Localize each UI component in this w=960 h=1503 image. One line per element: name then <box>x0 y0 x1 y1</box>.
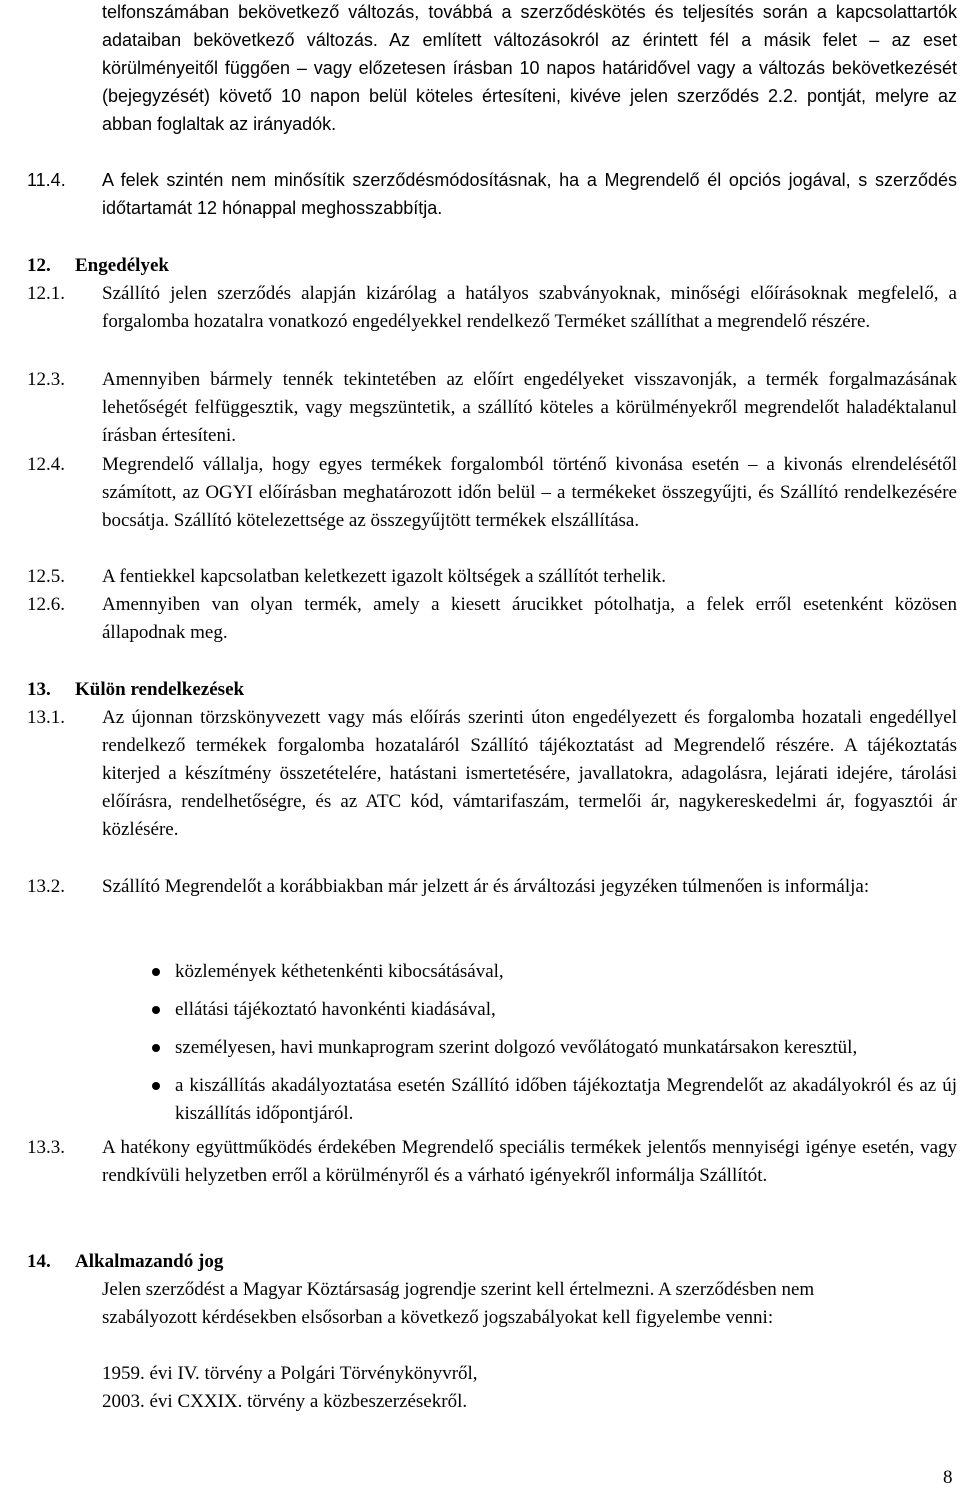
clause-12-1 <box>27 280 957 336</box>
clause-11-4 <box>27 166 957 222</box>
section-number: 12. <box>27 255 51 276</box>
page-number: 8 <box>943 1467 953 1488</box>
section-14-heading <box>27 1248 223 1276</box>
clause-number: 13.2. <box>27 876 65 897</box>
clause-number: 13.3. <box>27 1137 65 1158</box>
clause-13-2 <box>27 873 957 901</box>
clause-text: Megrendelő vállalja, hogy egyes termékek forgalomból történő kivonása esetén – a kivonás elrendelésétől számított, az OGYI előírásban meghatározott időn belül – a termékeket összegyűjti, és Szállító rendelkezésére bocsátja. Szállító kötelezettsége az összegyűjtött termékek elszállítása. <box>102 454 957 531</box>
clause-number: 12.1. <box>27 283 65 304</box>
clause-13-1 <box>27 704 957 844</box>
section-number: 13. <box>27 679 51 700</box>
clause-13-3 <box>27 1134 957 1190</box>
clause-text: A hatékony együttműködés érdekében Megrendelő speciális termékek jelentős mennyiségi igénye esetén, vagy rendkívüli helyzetben erről a körülményről és a várható igényekről informálja Szállítót. <box>102 1137 957 1186</box>
clause-text: Amennyiben van olyan termék, amely a kiesett árucikket pótolhatja, a felek erről esetenként közösen állapodnak meg. <box>102 594 957 643</box>
clause-number: 12.4. <box>27 454 65 475</box>
section-title: Külön rendelkezések <box>75 679 245 700</box>
clause-12-5 <box>27 563 957 591</box>
clause-12-3 <box>27 366 957 450</box>
clause-number: 13.1. <box>27 707 65 728</box>
list-item: a kiszállítás akadályoztatása esetén Szállító időben tájékoztatja Megrendelőt az akadályokról és az új kiszállítás időpontjáról. <box>102 1072 957 1128</box>
section-12-heading <box>27 252 169 280</box>
clause-number: 12.5. <box>27 566 65 587</box>
clause-number: 12.6. <box>27 594 65 615</box>
clause-12-6 <box>27 591 957 647</box>
law-item-2: 2003. évi CXXIX. törvény a közbeszerzésekről. <box>102 1391 468 1412</box>
intro-paragraph: telfonszámában bekövetkező változás, továbbá a szerződéskötés és teljesítés során a kapcsolattartók adataiban bekövetkező változás. Az említett változásokról az érintett fél a másik felet – az eset körülményeitől függően – vagy előzetesen írásban 10 napos határidővel vagy a változás bekövetkezését (bejegyzését) követő 10 napon belül köteles értesíteni, kivéve jelen szerződés 2.2. pontját, melyre az abban foglaltak az irányadók. <box>102 2 957 134</box>
bullet-icon <box>152 1082 160 1090</box>
list-item: személyesen, havi munkaprogram szerint dolgozó vevőlátogató munkatársakon keresztül, <box>102 1034 957 1062</box>
section-13-heading <box>27 676 244 704</box>
bullet-icon <box>152 1044 160 1052</box>
clause-number: 12.3. <box>27 369 65 390</box>
clause-text: A fentiekkel kapcsolatban keletkezett igazolt költségek a szállítót terhelik. <box>102 566 666 587</box>
section-title: Alkalmazandó jog <box>75 1251 224 1272</box>
clause-text: Szállító jelen szerződés alapján kizárólag a hatályos szabványoknak, minőségi előírásoknak megfelelő, a forgalomba hozatalra vonatkozó engedélyekkel rendelkező Terméket szállíthat a megrendelő részére. <box>102 283 957 332</box>
law-item-1: 1959. évi IV. törvény a Polgári Törvénykönyvről, <box>102 1363 478 1384</box>
list-item: ellátási tájékoztató havonkénti kiadásával, <box>102 996 957 1024</box>
clause-12-4 <box>27 451 957 535</box>
info-bullet-list <box>102 958 957 1138</box>
list-item: közlemények kéthetenkénti kibocsátásával, <box>102 958 957 986</box>
clause-text: Amennyiben bármely tennék tekintetében az előírt engedélyeket visszavonják, a termék forgalmazásának lehetőségét felfüggesztik, vagy megszüntetik, a szállító köteles a körülményekről megrendelőt haladéktalanul írásban értesíteni. <box>102 369 957 446</box>
clause-text: Az újonnan törzskönyvezett vagy más előírás szerinti úton engedélyezett és forgalomba hozatali engedéllyel rendelkező termékek forgalomba hozataláról Szállító tájékoztatást ad Megrendelő részére. A tájékoztatás kiterjed a készítmény összetételére, hatástani ismertetésére, javallatokra, adagolásra, lejárati idejére, tárolási előírásra, rendelhetőségre, és az ATC kód, vámtarifaszám, termelői ár, nagykereskedelmi ár, fogyasztói ár közlésére. <box>102 707 957 840</box>
section-number: 14. <box>27 1251 51 1272</box>
bullet-icon <box>152 968 160 976</box>
clause-text: A felek szintén nem minősítik szerződésmódosításnak, ha a Megrendelő él opciós jogával, s szerződés időtartamát 12 hónappal meghosszabbítja. <box>102 170 957 218</box>
clause-text: Szállító Megrendelőt a korábbiakban már jelzett ár és árváltozási jegyzéken túlmenően is informálja: <box>102 876 870 897</box>
section-title: Engedélyek <box>75 255 169 276</box>
clause-number: 11.4. <box>27 170 66 190</box>
bullet-icon <box>152 1006 160 1014</box>
governing-law-text: Jelen szerződést a Magyar Köztársaság jogrendje szerint kell értelmezni. A szerződésben nem szabályozott kérdésekben elsősorban a következő jogszabályokat kell figyelembe venni: <box>102 1279 815 1328</box>
